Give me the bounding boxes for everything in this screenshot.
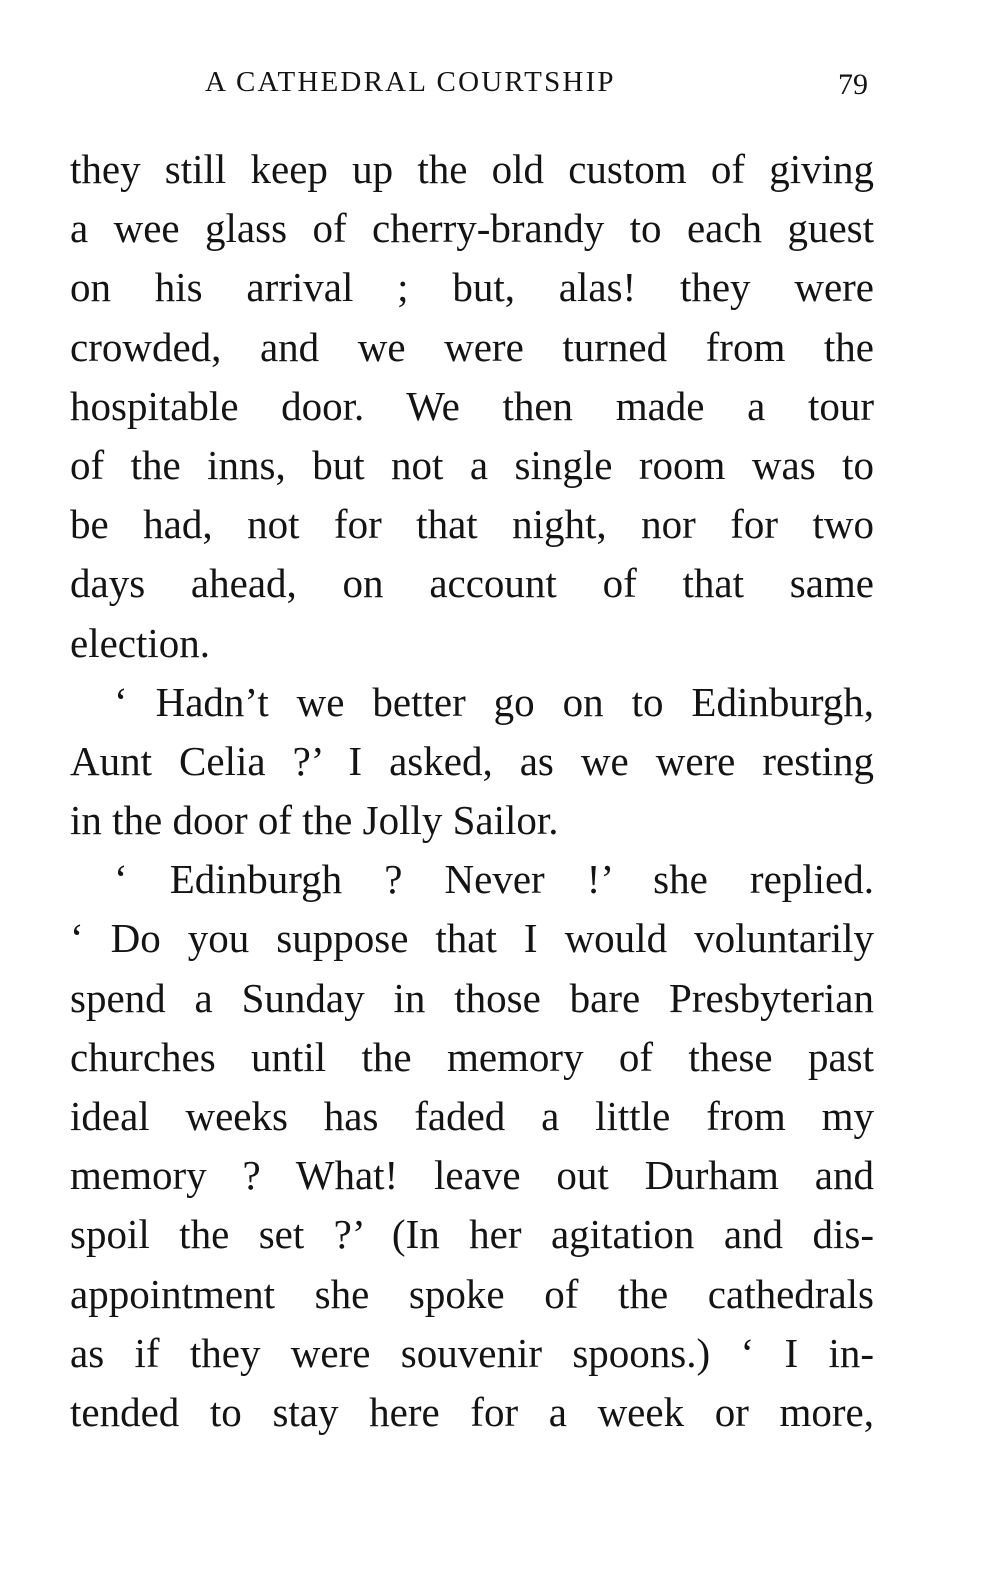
text-line: as if they were souvenir spoons.) ‘ I in- — [70, 1329, 874, 1376]
text-line: ‘ Hadn’t we better go on to Edinburgh, — [114, 678, 874, 725]
text-line: spend a Sunday in those bare Presbyterian — [70, 974, 874, 1021]
text-line: they still keep up the old custom of giving — [70, 146, 874, 192]
text-line: in the door of the Jolly Sailor. — [70, 797, 559, 844]
text-line: ‘ Do you suppose that I would voluntarily — [70, 915, 874, 962]
text-line: spoil the set ?’ (In her agitation and dis- — [70, 1211, 874, 1258]
text-line: a wee glass of cherry-brandy to each guest — [70, 205, 874, 252]
running-title: A CATHEDRAL COURTSHIP — [205, 66, 616, 98]
text-line: election. — [70, 619, 211, 666]
text-line: crowded, and we were turned from the — [70, 323, 874, 370]
text-line: appointment she spoke of the cathedrals — [70, 1270, 874, 1317]
text-line: ‘ Edinburgh ? Never !’ she replied. — [114, 856, 874, 903]
text-line: days ahead, on account of that same — [70, 560, 874, 607]
text-line: churches until the memory of these past — [70, 1033, 874, 1080]
text-line: memory ? What! leave out Durham and — [70, 1152, 874, 1199]
text-line: ideal weeks has faded a little from my — [70, 1093, 874, 1139]
text-line: of the inns, but not a single room was to — [70, 441, 874, 488]
running-head — [0, 66, 1000, 106]
text-line: on his arrival ; but, alas! they were — [70, 264, 874, 311]
text-line: tended to stay here for a week or more, — [70, 1388, 874, 1435]
text-line: hospitable door. We then made a tour — [70, 382, 874, 429]
body-text — [70, 140, 874, 1442]
page-number: 79 — [838, 68, 868, 101]
text-line: Aunt Celia ?’ I asked, as we were resting — [70, 737, 874, 784]
text-line: be had, not for that night, nor for two — [70, 501, 874, 548]
